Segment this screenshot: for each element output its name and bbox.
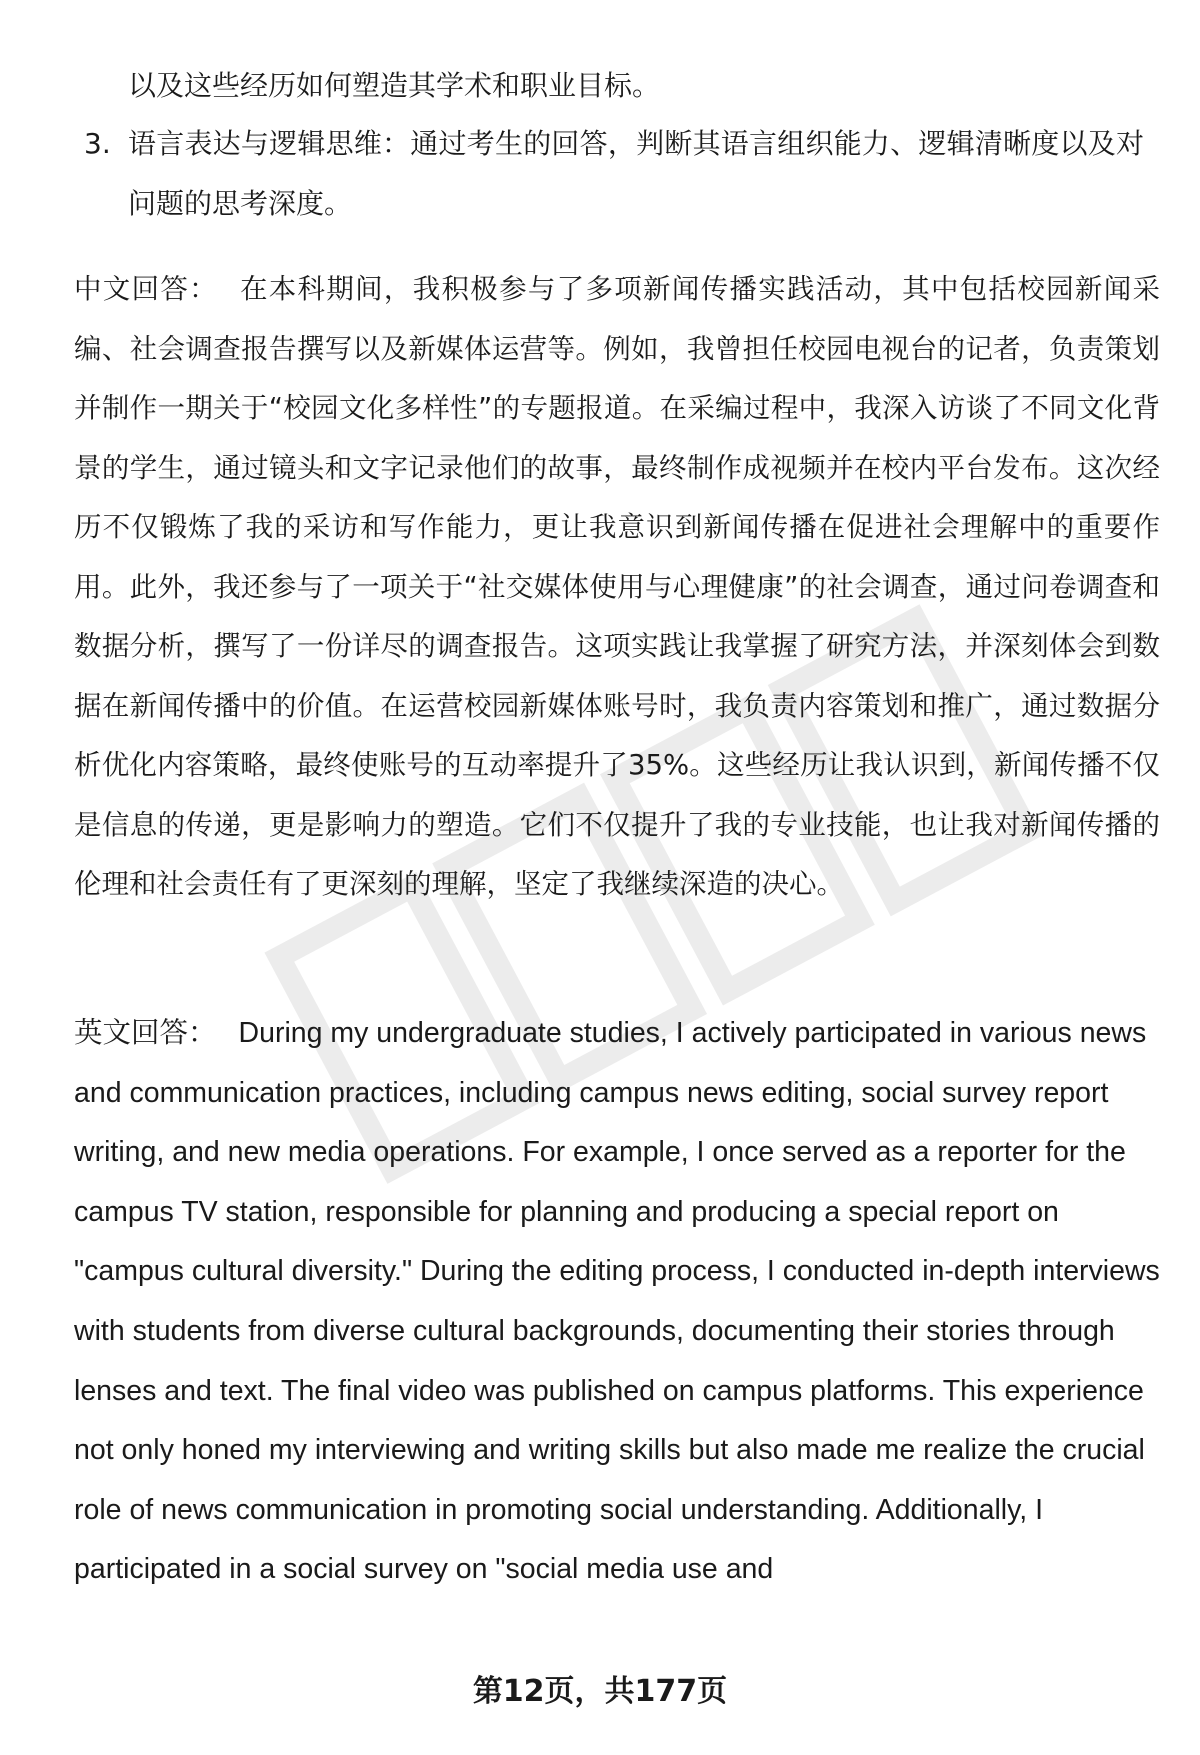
english-answer-text: During my undergraduate studies, I actively participated in various news and communication practices, including campus news editing, social survey report writing, and new media operations. For example, I once served as a reporter for the campus TV station, responsible for planning and producing a special report on "campus cultural diversity." During the editing process, I conducted in-depth interviews with students from diverse cultural backgrounds, documenting their stories through lenses and text. The final video was published on campus platforms. This experience not only honed my interviewing and writing skills but also made me realize the crucial role of news communication in promoting social understanding. Additionally, I participated in a social survey on "social media use and: [74, 1017, 1160, 1586]
page-number-footer: 第12页，共177页: [472, 1674, 728, 1709]
chinese-answer-label: 中文回答：: [74, 273, 218, 305]
chinese-answer-paragraph: [74, 260, 1160, 915]
list-item-3: [84, 114, 1144, 234]
list-item-number: 3.: [84, 127, 111, 160]
list-item-text: 语言表达与逻辑思维：通过考生的回答，判断其语言组织能力、逻辑清晰度以及对问题的思考深度。: [128, 127, 1144, 220]
chinese-answer-text: 在本科期间，我积极参与了多项新闻传播实践活动，其中包括校园新闻采编、社会调查报告撰写以及新媒体运营等。例如，我曾担任校园电视台的记者，负责策划并制作一期关于“校园文化多样性”的专题报道。在采编过程中，我深入访谈了不同文化背景的学生，通过镜头和文字记录他们的故事，最终制作成视频并在校内平台发布。这次经历不仅锻炼了我的采访和写作能力，更让我意识到新闻传播在促进社会理解中的重要作用。此外，我还参与了一项关于“社交媒体使用与心理健康”的社会调查，通过问卷调查和数据分析，撰写了一份详尽的调查报告。这项实践让我掌握了研究方法，并深刻体会到数据在新闻传播中的价值。在运营校园新媒体账号时，我负责内容策划和推广，通过数据分析优化内容策略，最终使账号的互动率提升了35%。这些经历让我认识到，新闻传播不仅是信息的传递，更是影响力的塑造。它们不仅提升了我的专业技能，也让我对新闻传播的伦理和社会责任有了更深刻的理解，坚定了我继续深造的决心。: [74, 273, 1161, 900]
continuation-line: 以及这些经历如何塑造其学术和职业目标。: [128, 69, 661, 102]
english-answer-label: 英文回答：: [74, 1017, 217, 1049]
english-answer-paragraph: [74, 1004, 1160, 1600]
